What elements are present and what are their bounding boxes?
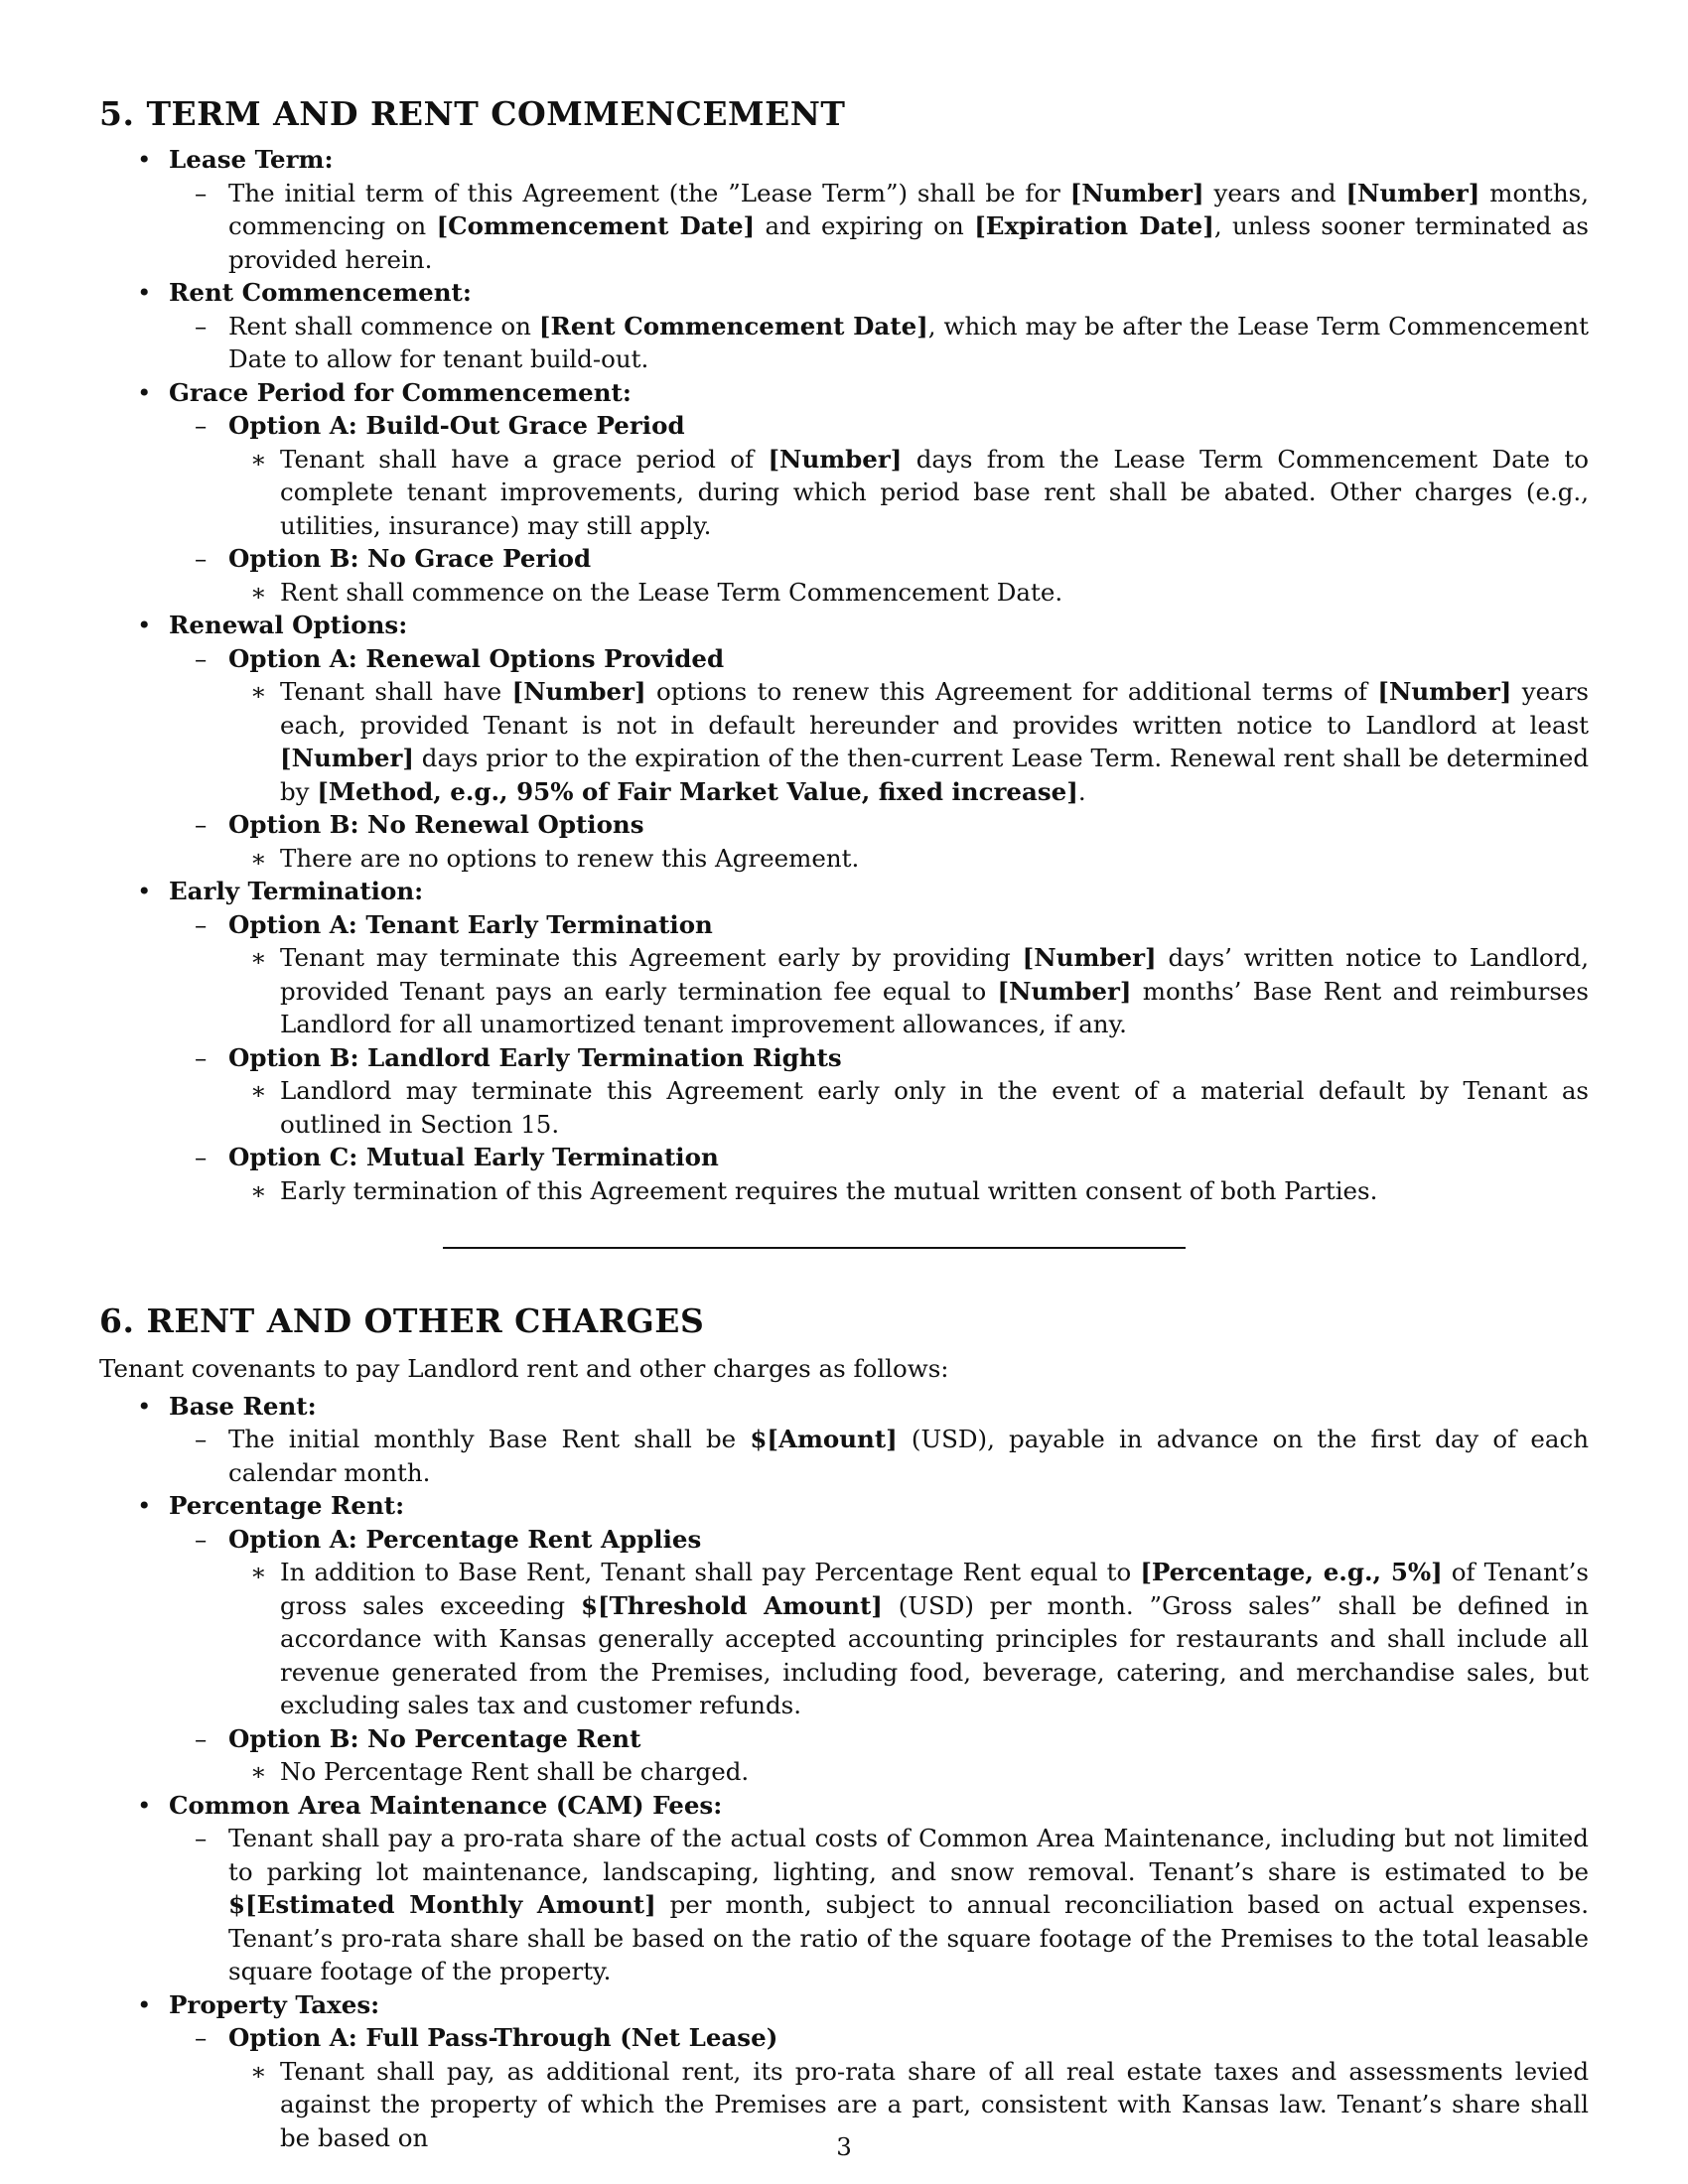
bullet-marker: • [137,1989,152,2019]
section-5-title: 5. TERM AND RENT COMMENCEMENT [99,94,846,133]
text-run: Rent shall commence on [228,311,539,341]
placeholder-field: [Number] [997,976,1132,1006]
grace-period-item [99,376,1589,610]
star-marker: ∗ [250,943,267,972]
page-number: 3 [836,2132,852,2161]
property-taxes-heading: Property Taxes: [169,1989,380,2019]
text-run: days prior to the expiration of the then-current Lease Term. Renewal rent shall be determined by [280,744,1589,806]
grace-option-b-heading: Option B: No Grace Period [228,544,592,573]
text-run: months’ Base Rent and reimburses Landlord for all unamortized tenant improvement allowances, if any. [280,976,1589,1038]
dash-marker: – [195,1824,208,1852]
placeholder-field: [Expiration Date] [974,211,1214,240]
base-rent-clause [169,1423,1589,1489]
renewal-option-b-text: There are no options to renew this Agreement. [280,843,860,873]
cam-clause [169,1822,1589,1988]
cam-heading: Common Area Maintenance (CAM) Fees: [169,1790,723,1820]
text-run: In addition to Base Rent, Tenant shall pay Percentage Rent equal to [280,1558,1141,1586]
rent-commencement-clause [169,310,1589,376]
dash-marker: – [195,1524,208,1554]
bullet-marker: • [137,1391,152,1421]
text-run: , which may be after the Lease Term Commencement Date to allow for tenant build-out. [228,311,1589,373]
renewal-item [99,609,1589,875]
dash-marker: – [195,544,208,573]
text-run: months, commencing on [228,178,1589,240]
placeholder-field: $[Threshold Amount] [580,1590,883,1620]
renewal-option-a-heading: Option A: Renewal Options Provided [228,643,725,673]
placeholder-field: [Number] [280,744,414,772]
star-marker: ∗ [250,1076,267,1105]
text-run: Tenant shall have [280,677,512,706]
placeholder-field: [Number] [1022,943,1157,972]
section-6-title: 6. RENT AND OTHER CHARGES [99,1301,705,1340]
text-run: The initial term of this Agreement (the ”Lease Term”) shall be for [228,178,1070,207]
taxes-option-a-text: Tenant shall pay, as additional rent, its pro-rata share of all real estate taxes and assessments levied against the property of which the Premises are a part, consistent with Kansas law. Tenant’s share shall be based on [280,2056,1589,2152]
text-run: The initial monthly Base Rent shall be [228,1425,751,1453]
grace-option-a-clause [228,443,1589,543]
base-rent-heading: Base Rent: [169,1391,317,1421]
termination-option-b-text: Landlord may terminate this Agreement early only in the event of a material default by Tenant as outlined in Section 15. [280,1076,1589,1139]
text-run: per month, subject to annual reconciliation based on actual expenses. Tenant’s pro-rata share shall be based on the ratio of the square footage of the Premises to the total leasable square footage of the property. [228,1890,1589,1985]
rent-commencement-item [99,276,1589,376]
percentage-option-b-clause [228,1755,1589,1789]
lease-term-clause [169,177,1589,277]
termination-option-c-text: Early termination of this Agreement requires the mutual written consent of both Parties. [280,1175,1378,1205]
bullet-marker: • [137,611,152,639]
lease-term-heading: Lease Term: [169,145,334,174]
percentage-option-b-text: No Percentage Rent shall be charged. [280,1757,750,1786]
dash-marker: – [195,178,208,207]
early-termination-item [99,875,1589,1207]
text-run: Tenant shall have a grace period of [280,444,769,474]
dash-marker: – [195,643,208,673]
percentage-option-a-clause [228,1556,1589,1722]
dash-marker: – [195,810,208,839]
bullet-marker: • [137,1491,152,1520]
termination-option-c [169,1141,1589,1207]
star-marker: ∗ [250,1175,267,1205]
termination-option-b [169,1041,1589,1142]
placeholder-field: [Rent Commencement Date] [538,311,928,341]
renewal-option-a-clause [228,675,1589,808]
text-run: and expiring on [755,211,975,240]
text-run: years and [1203,178,1346,207]
renewal-heading: Renewal Options: [169,611,408,639]
text-run: of Tenant’s gross sales exceeding [280,1558,1589,1620]
section-6 [99,1297,1589,2154]
bullet-marker: • [137,145,152,174]
text-run: (USD), payable in advance on the first day of each calendar month. [228,1425,1589,1487]
lease-term-item [99,143,1589,276]
document-page [99,89,1589,2154]
rent-commencement-heading: Rent Commencement: [169,278,472,307]
grace-option-a [169,409,1589,542]
bullet-marker: • [137,877,152,905]
base-rent-item [99,1390,1589,1490]
star-marker: ∗ [250,444,267,474]
placeholder-field: $[Estimated Monthly Amount] [228,1890,656,1919]
section-6-list [99,1390,1589,2155]
star-marker: ∗ [250,677,267,706]
cam-text [228,1822,1589,1988]
renewal-option-a-text [280,675,1589,808]
placeholder-field: [Number] [1377,677,1512,706]
property-taxes-item [99,1988,1589,2155]
renewal-option-b-heading: Option B: No Renewal Options [228,810,644,839]
termination-option-a-heading: Option A: Tenant Early Termination [228,909,713,939]
dash-marker: – [195,1425,208,1453]
star-marker: ∗ [250,577,267,607]
percentage-option-a-text [280,1556,1589,1722]
text-run: , unless sooner terminated as provided herein. [228,211,1589,274]
dash-marker: – [195,2023,208,2052]
renewal-option-b-clause [228,842,1589,876]
text-run: options to renew this Agreement for additional terms of [645,677,1378,706]
termination-option-c-heading: Option C: Mutual Early Termination [228,1143,719,1171]
placeholder-field: $[Amount] [750,1425,898,1453]
star-marker: ∗ [250,2056,267,2086]
lease-term-text [228,177,1589,277]
base-rent-text [228,1423,1589,1489]
percentage-rent-heading: Percentage Rent: [169,1491,405,1520]
termination-option-a-clause [228,941,1589,1041]
dash-marker: – [195,1143,208,1171]
star-marker: ∗ [250,1757,267,1786]
bullet-marker: • [137,1790,152,1820]
section-6-intro: Tenant covenants to pay Landlord rent and other charges as follows: [99,1354,949,1383]
termination-option-b-clause [228,1074,1589,1141]
placeholder-field: [Number] [768,444,903,474]
placeholder-field: [Method, e.g., 95% of Fair Market Value, fixed increase] [317,776,1078,806]
grace-option-a-heading: Option A: Build-Out Grace Period [228,411,685,440]
percentage-option-b-heading: Option B: No Percentage Rent [228,1723,641,1753]
grace-period-heading: Grace Period for Commencement: [169,377,632,407]
cam-item [99,1789,1589,1988]
text-run: days from the Lease Term Commencement Date to complete tenant improvements, during which period base rent shall be abated. Other charges (e.g., utilities, insurance) may still apply. [280,444,1589,540]
dash-marker: – [195,909,208,939]
star-marker: ∗ [250,1558,267,1586]
placeholder-field: [Percentage, e.g., 5%] [1140,1558,1443,1586]
termination-option-a-text [280,941,1589,1041]
grace-option-b-text: Rent shall commence on the Lease Term Commencement Date. [280,577,1063,607]
grace-option-b [169,542,1589,609]
placeholder-field: [Number] [1069,178,1204,207]
bullet-marker: • [137,377,152,407]
termination-option-c-clause [228,1174,1589,1208]
text-run: days’ written notice to Landlord, provided Tenant pays an early termination fee equal to [280,943,1589,1006]
percentage-option-b [169,1722,1589,1789]
termination-option-a [169,908,1589,1041]
placeholder-field: [Number] [1345,178,1480,207]
section-5-list [99,143,1589,1207]
renewal-option-a [169,642,1589,809]
grace-option-b-clause [228,576,1589,610]
percentage-option-a [169,1523,1589,1722]
section-divider [443,1247,1186,1249]
text-run: . [1077,776,1086,806]
early-termination-heading: Early Termination: [169,877,424,905]
text-run: (USD) per month. ”Gross sales” shall be defined in accordance with Kansas generally accepted accounting principles for restaurants and shall include all revenue generated from the Premises, including food, beverage, catering, and merchandise sales, but excluding sales tax and customer refunds. [280,1590,1589,1719]
grace-option-a-text [280,443,1589,543]
bullet-marker: • [137,278,152,307]
placeholder-field: [Commencement Date] [436,211,756,240]
renewal-option-b [169,808,1589,875]
star-marker: ∗ [250,843,267,873]
percentage-rent-item [99,1489,1589,1789]
dash-marker: – [195,1042,208,1072]
text-run: years each, provided Tenant is not in default hereunder and provides written notice to Landlord at least [280,677,1589,740]
dash-marker: – [195,311,208,341]
taxes-option-a-heading: Option A: Full Pass-Through (Net Lease) [228,2023,778,2052]
placeholder-field: [Number] [511,677,646,706]
text-run: Tenant shall pay a pro-rata share of the actual costs of Common Area Maintenance, including but not limited to parking lot maintenance, landscaping, lighting, and snow removal. Tenant’s share is estimated to be [228,1824,1589,1886]
dash-marker: – [195,1723,208,1753]
text-run: Tenant may terminate this Agreement early by providing [280,943,1023,972]
rent-commencement-text [228,310,1589,376]
percentage-option-a-heading: Option A: Percentage Rent Applies [228,1524,702,1554]
termination-option-b-heading: Option B: Landlord Early Termination Rights [228,1042,842,1072]
dash-marker: – [195,411,208,440]
